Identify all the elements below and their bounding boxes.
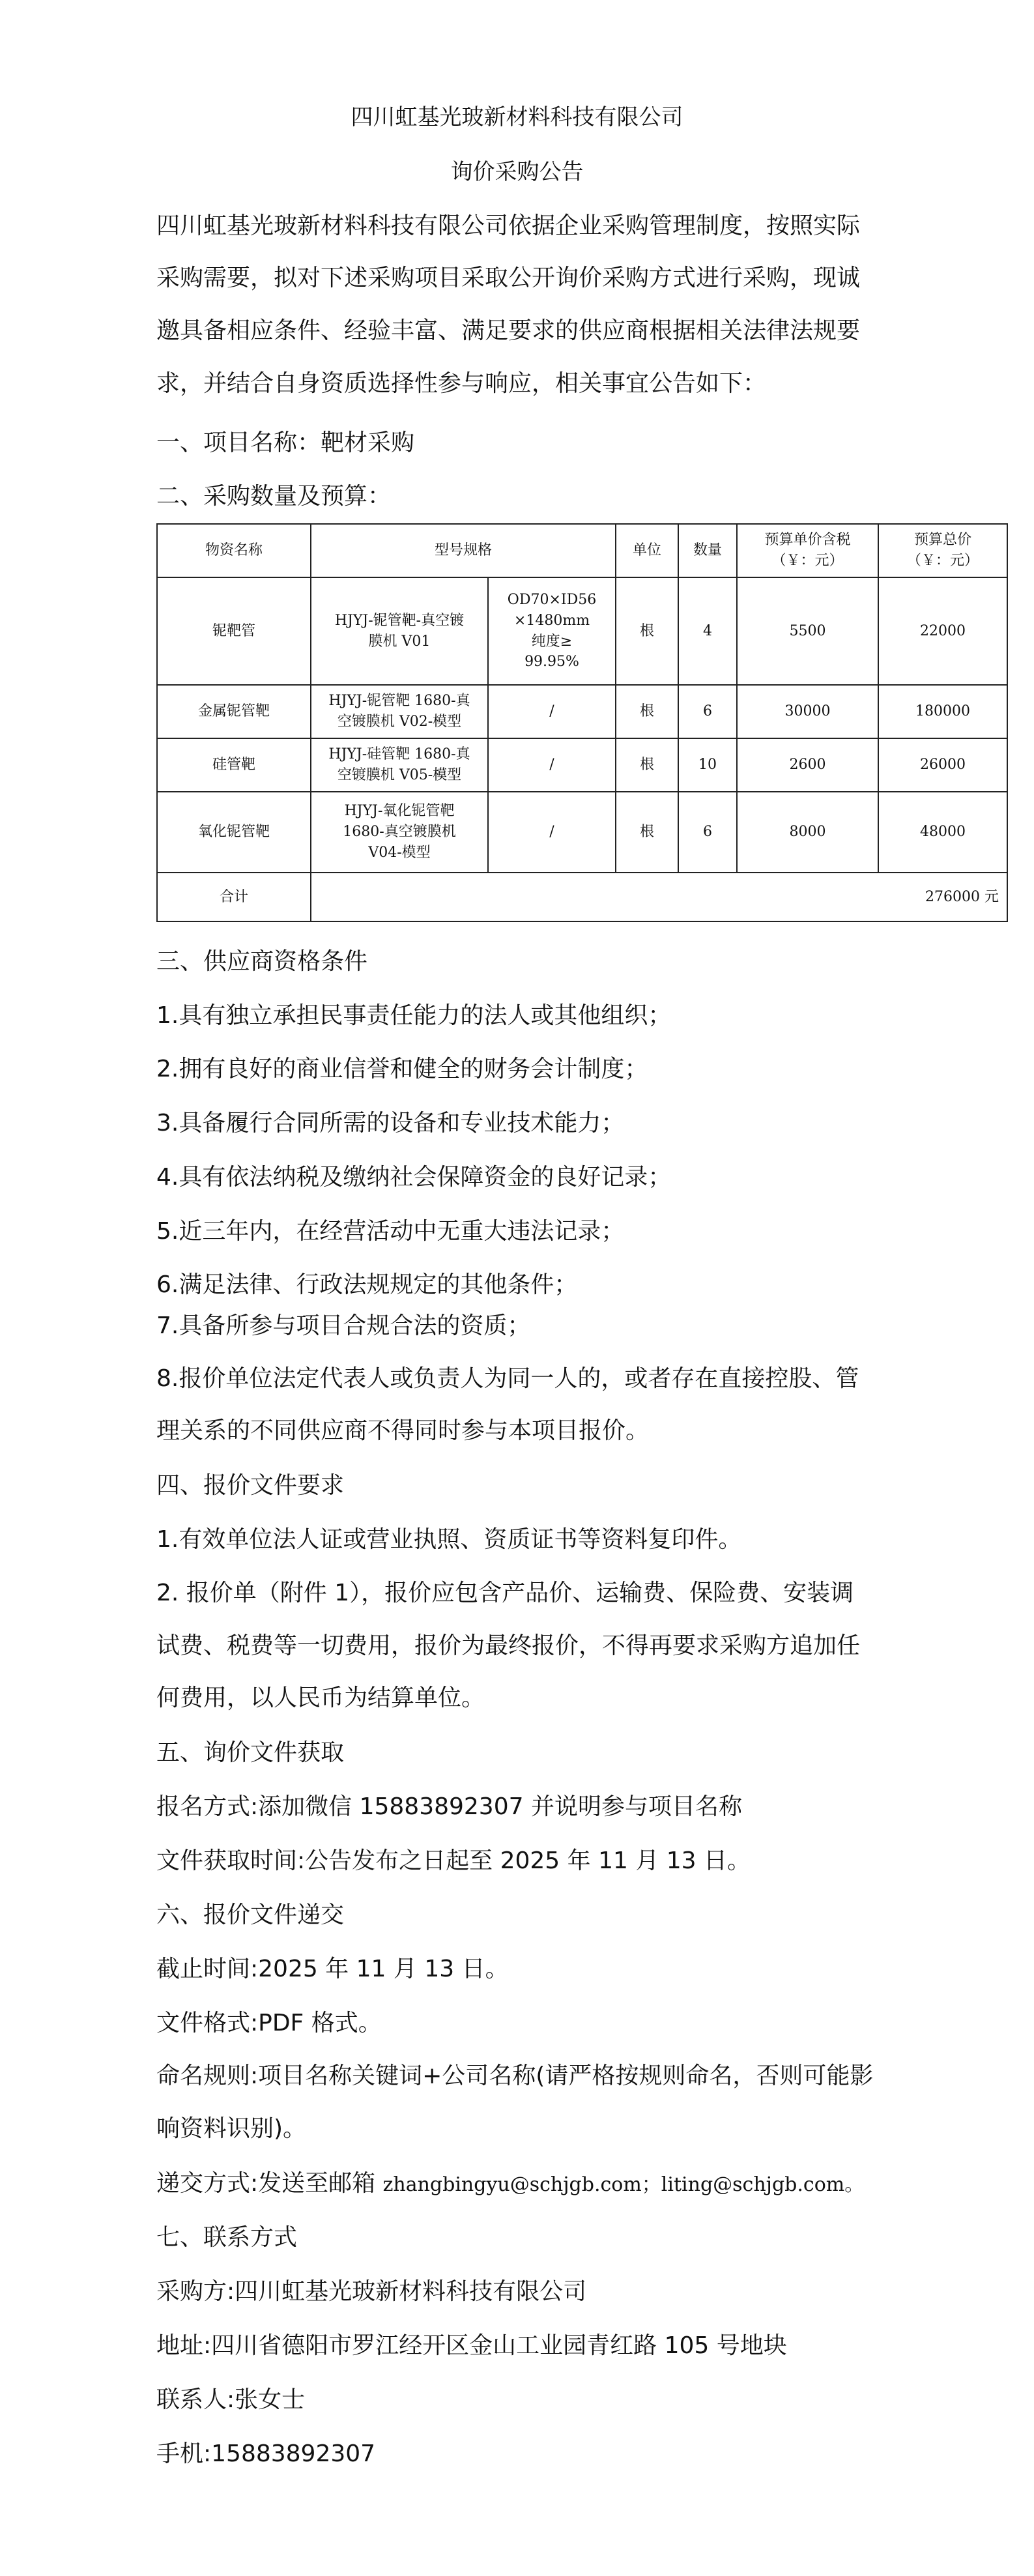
address: 地址:四川省德阳市罗江经开区金山工业园青红路 105 号地块 <box>156 2332 787 2359</box>
cell-name: 铌靶管 <box>157 577 311 685</box>
cell-spec: / <box>488 792 616 873</box>
cell-model <box>311 792 488 873</box>
header-total-line2: （￥：元） <box>907 553 979 569</box>
cell-spec <box>488 577 616 685</box>
qualification-item: 1.具有独立承担民事责任能力的法人或其他组织； <box>156 1002 672 1029</box>
header-spec: 型号规格 <box>311 524 616 577</box>
cell-unit-price: 5500 <box>737 577 878 685</box>
qualification-item: 理关系的不同供应商不得同时参与本项目报价。 <box>156 1417 650 1444</box>
naming-rule: 响资料识别)。 <box>156 2115 307 2142</box>
cell-qty: 6 <box>678 792 737 873</box>
deadline: 截止时间:2025 年 11 月 13 日。 <box>156 1956 509 1982</box>
header-unit-price-line2: （￥：元） <box>771 553 844 569</box>
model-line: HJYJ-氧化铌管靶 <box>344 803 455 820</box>
cell-name: 硅管靶 <box>157 738 311 792</box>
header-total-line1: 预算总价 <box>914 532 972 549</box>
qualification-item: 5.近三年内，在经营活动中无重大违法记录； <box>156 1218 625 1245</box>
naming-rule: 命名规则:项目名称关键词+公司名称(请严格按规则命名，否则可能影 <box>156 2062 874 2089</box>
model-line: HJYJ-铌管靶 1680-真 <box>328 693 470 710</box>
cell-total: 48000 <box>878 792 1007 873</box>
cell-name: 金属铌管靶 <box>157 685 311 738</box>
section-heading: 三、供应商资格条件 <box>156 948 368 975</box>
cell-total: 26000 <box>878 738 1007 792</box>
spec-line: 纯度≥ <box>531 633 573 650</box>
cell-total: 22000 <box>878 577 1007 685</box>
header-unit-price-line1: 预算单价含税 <box>764 532 851 549</box>
section-heading: 六、报价文件递交 <box>156 1902 345 1928</box>
submission-emails: zhangbingyu@schjgb.com；liting@schjgb.com。 <box>382 2173 865 2196</box>
file-format: 文件格式:PDF 格式。 <box>156 2010 382 2036</box>
spec-line: 99.95% <box>524 654 579 671</box>
intro-line: 邀具备相应条件、经验丰富、满足要求的供应商根据相关法律法规要 <box>156 317 861 344</box>
cell-qty: 4 <box>678 577 737 685</box>
qualification-item: 3.具备履行合同所需的设备和专业技术能力； <box>156 1110 625 1136</box>
table-row <box>157 577 1007 685</box>
requirement-item: 何费用，以人民币为结算单位。 <box>156 1685 485 1711</box>
header-name: 物资名称 <box>157 524 311 577</box>
table-total-row <box>157 873 1007 921</box>
model-line: 膜机 V01 <box>368 633 431 650</box>
section-heading: 二、采购数量及预算： <box>156 483 392 510</box>
intro-line: 采购需要，拟对下述采购项目采取公开询价采购方式进行采购，现诚 <box>156 265 861 291</box>
header-unit: 单位 <box>616 524 678 577</box>
model-line: 1680-真空镀膜机 <box>343 824 456 841</box>
spec-line: ×1480mm <box>513 612 590 629</box>
header-unit-price <box>737 524 878 577</box>
cell-model <box>311 577 488 685</box>
qualification-item: 2.拥有良好的商业信誉和健全的财务会计制度； <box>156 1056 648 1082</box>
qualification-item: 6.满足法律、行政法规规定的其他条件； <box>156 1271 578 1298</box>
table-header-row <box>157 524 1007 577</box>
section-heading: 七、联系方式 <box>156 2224 298 2251</box>
cell-qty: 10 <box>678 738 737 792</box>
phone: 手机:15883892307 <box>156 2440 376 2467</box>
cell-unit-price: 2600 <box>737 738 878 792</box>
qualification-item: 7.具备所参与项目合规合法的资质； <box>156 1312 531 1339</box>
model-line: HJYJ-铌管靶-真空镀 <box>334 612 465 629</box>
buyer: 采购方:四川虹基光玻新材料科技有限公司 <box>156 2278 587 2305</box>
cell-qty: 6 <box>678 685 737 738</box>
cell-unit-price: 8000 <box>737 792 878 873</box>
intro-line: 求，并结合自身资质选择性参与响应，相关事宜公告如下： <box>156 370 767 397</box>
total-value: 276000 元 <box>311 873 1007 921</box>
cell-model <box>311 738 488 792</box>
model-line: HJYJ-硅管靶 1680-真 <box>328 746 470 763</box>
section-heading: 五、询价文件获取 <box>156 1739 345 1766</box>
company-title: 四川虹基光玻新材料科技有限公司 <box>351 104 683 130</box>
qualification-item: 4.具有依法纳税及缴纳社会保障资金的良好记录； <box>156 1164 672 1191</box>
table-row <box>157 792 1007 873</box>
cell-unit: 根 <box>616 738 678 792</box>
procurement-table <box>156 523 1008 922</box>
spec-line: OD70×ID56 <box>507 591 597 608</box>
cell-total: 180000 <box>878 685 1007 738</box>
model-line: V04-模型 <box>368 844 431 861</box>
cell-name: 氧化铌管靶 <box>157 792 311 873</box>
cell-unit: 根 <box>616 577 678 685</box>
acquisition-item: 文件获取时间:公告发布之日起至 2025 年 11 月 13 日。 <box>156 1847 751 1874</box>
model-line: 空镀膜机 V02-模型 <box>337 714 462 730</box>
document-title: 询价采购公告 <box>450 159 584 185</box>
total-label: 合计 <box>157 873 311 921</box>
cell-unit: 根 <box>616 792 678 873</box>
model-line: 空镀膜机 V05-模型 <box>337 767 462 783</box>
requirement-item: 试费、税费等一切费用，报价为最终报价，不得再要求采购方追加任 <box>156 1632 861 1659</box>
header-qty: 数量 <box>678 524 737 577</box>
contact-person: 联系人:张女士 <box>156 2386 306 2413</box>
submission-method <box>156 2165 864 2198</box>
requirement-item: 1.有效单位法人证或营业执照、资质证书等资料复印件。 <box>156 1526 742 1553</box>
table-row <box>157 738 1007 792</box>
section-heading: 一、项目名称：靶材采购 <box>156 429 415 456</box>
table-row <box>157 685 1007 738</box>
cell-unit: 根 <box>616 685 678 738</box>
cell-spec: / <box>488 738 616 792</box>
cell-spec: / <box>488 685 616 738</box>
section-heading: 四、报价文件要求 <box>156 1472 345 1499</box>
cell-model <box>311 685 488 738</box>
header-total <box>878 524 1007 577</box>
qualification-item: 8.报价单位法定代表人或负责人为同一人的，或者存在直接控股、管 <box>156 1365 859 1392</box>
intro-line: 四川虹基光玻新材料科技有限公司依据企业采购管理制度，按照实际 <box>156 212 861 239</box>
acquisition-item: 报名方式:添加微信 15883892307 并说明参与项目名称 <box>156 1793 742 1820</box>
cell-unit-price: 30000 <box>737 685 878 738</box>
submission-label: 递交方式:发送至邮箱 <box>156 2170 383 2197</box>
requirement-item: 2. 报价单（附件 1），报价应包含产品价、运输费、保险费、安装调 <box>156 1580 854 1606</box>
